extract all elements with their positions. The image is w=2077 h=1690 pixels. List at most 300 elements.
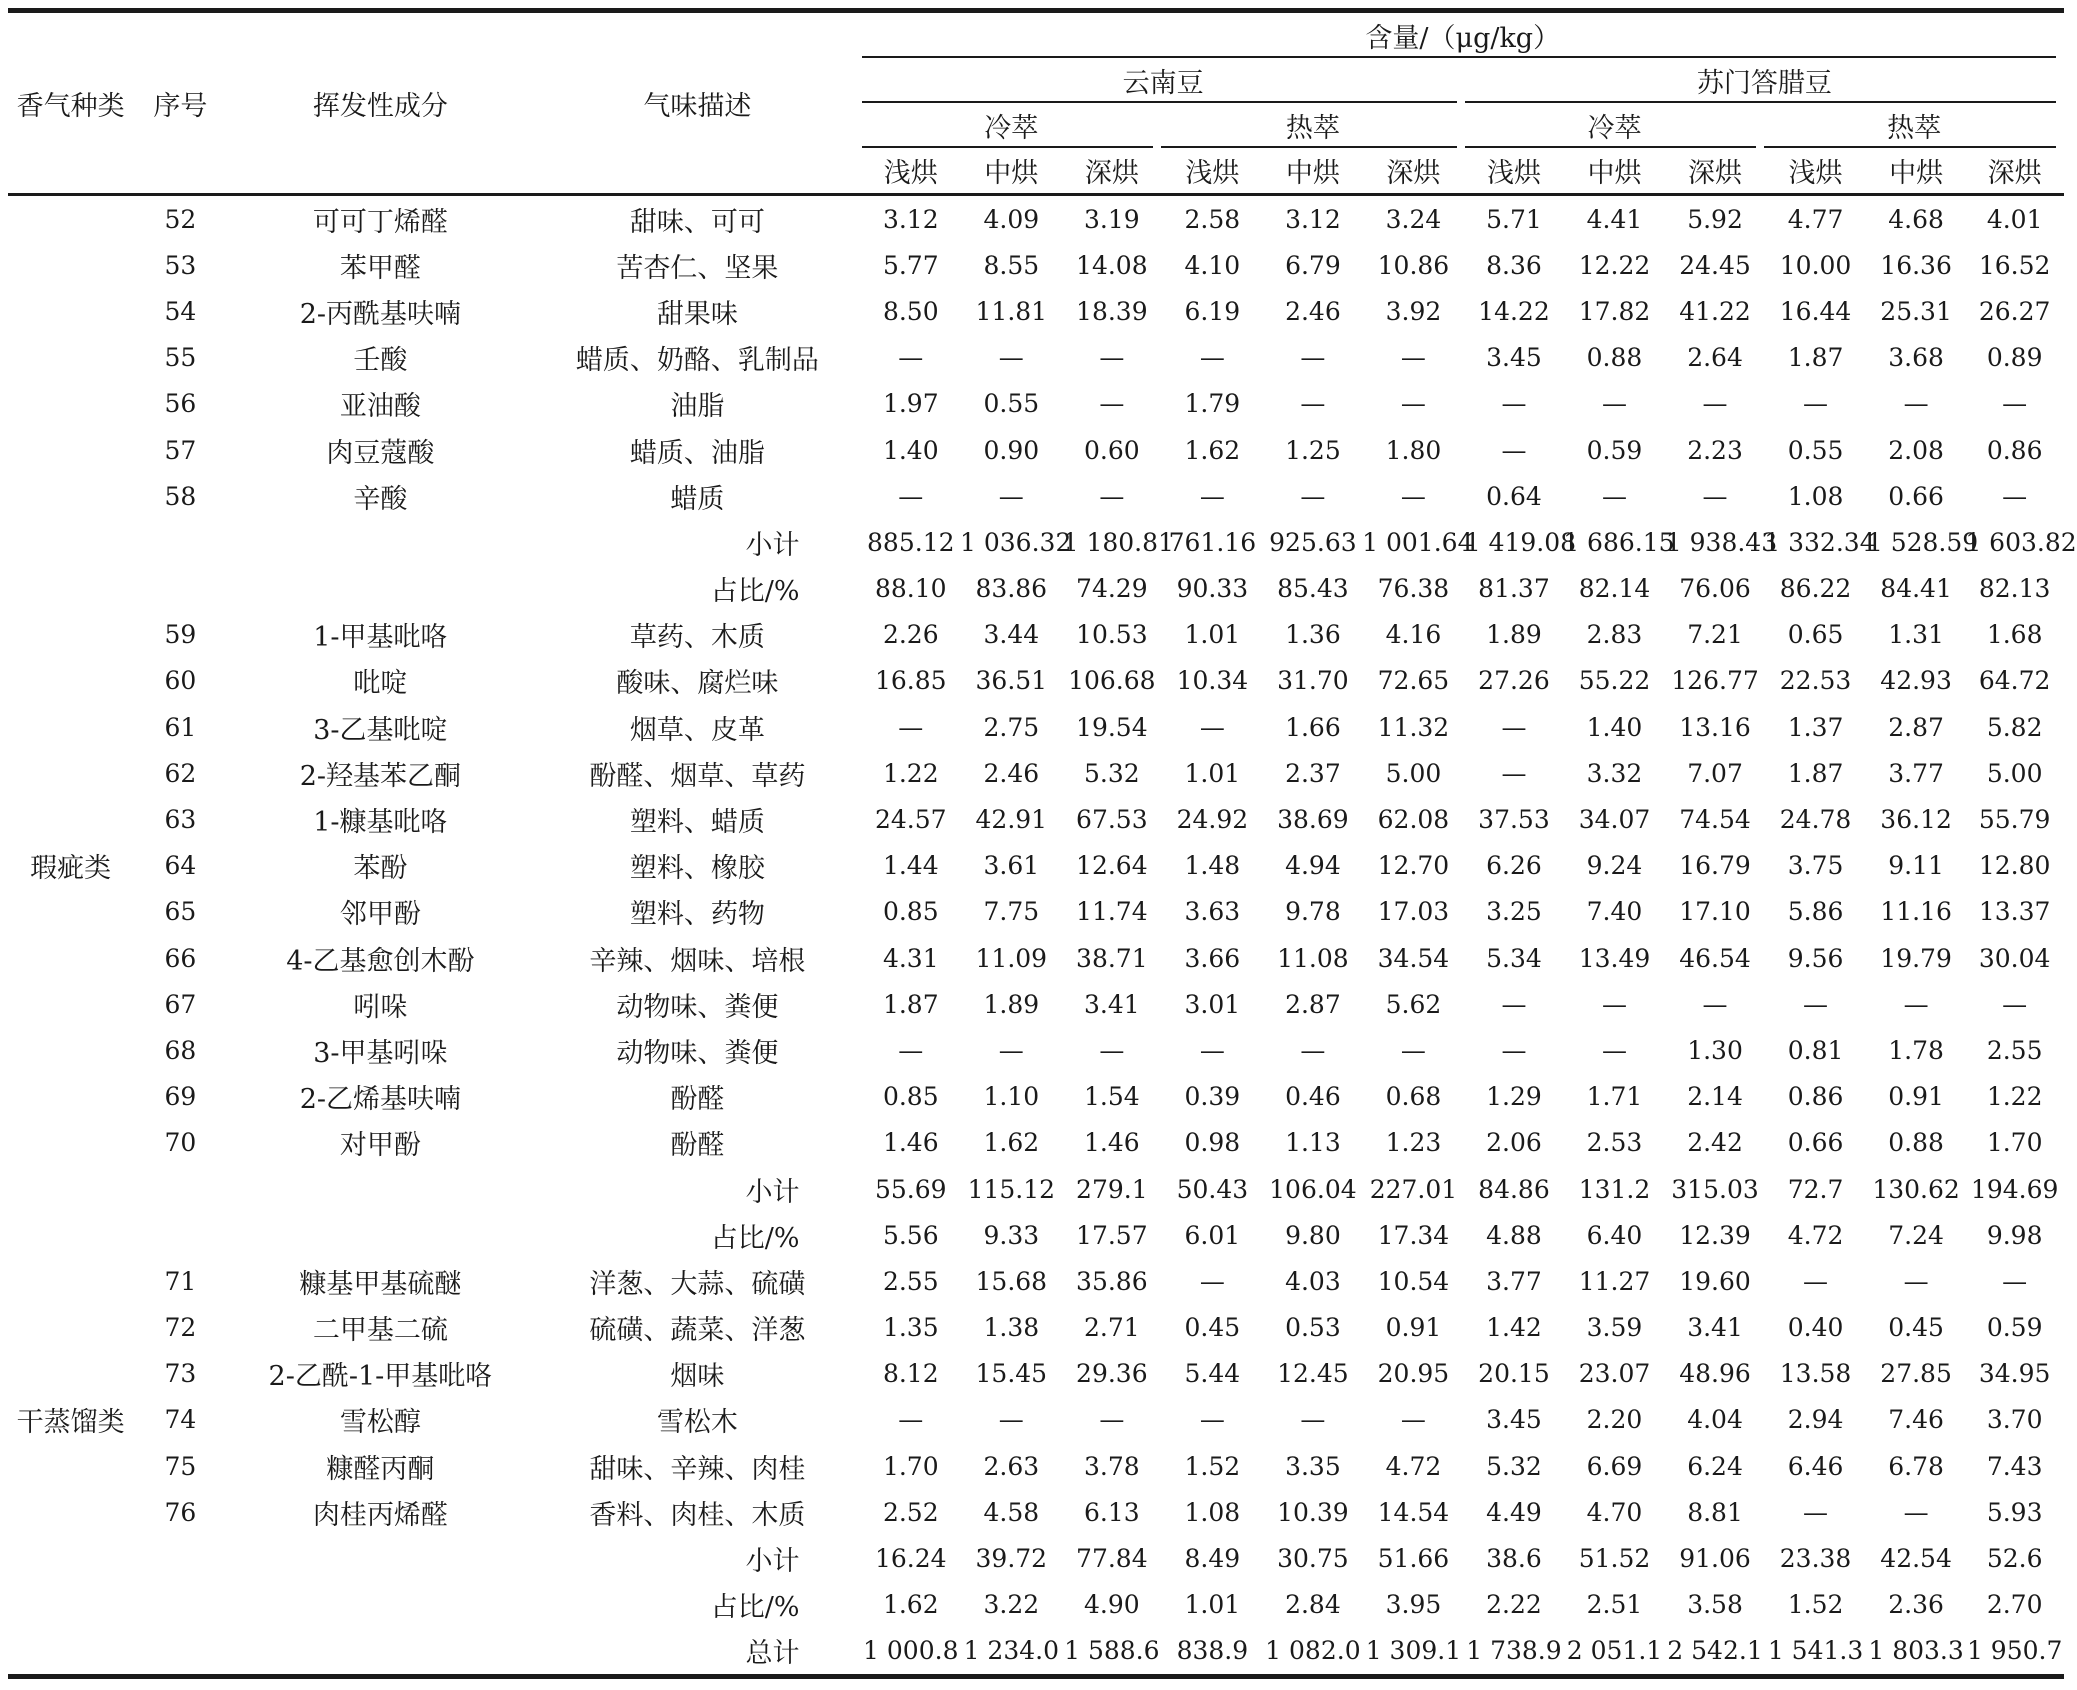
value-cell: 4.88	[1486, 1220, 1542, 1250]
value-cell: 14.54	[1377, 1497, 1450, 1527]
value-cell: 1 234.0	[963, 1636, 1060, 1666]
value-cell: —	[898, 343, 924, 373]
summary-label: 小计	[745, 1546, 800, 1578]
compound-cell: 2-羟基苯乙酮	[299, 760, 462, 792]
value-cell: 17.03	[1377, 897, 1450, 927]
header-roast: 浅烘	[1788, 158, 1843, 189]
value-cell: 5.56	[882, 1220, 939, 1250]
value-cell: 31.70	[1277, 666, 1349, 696]
value-cell: 2.26	[882, 620, 939, 650]
value-cell: 5.77	[882, 250, 939, 280]
seq-cell: 67	[164, 989, 197, 1019]
value-cell: 1.62	[1184, 435, 1241, 465]
value-cell: —	[1803, 1497, 1829, 1527]
summary-row	[8, 1212, 2064, 1258]
value-cell: 24.92	[1176, 805, 1249, 835]
value-cell: —	[1199, 712, 1225, 742]
odor-cell: 甜味、可可	[629, 206, 765, 238]
value-cell: 0.66	[1888, 481, 1944, 511]
value-cell: 27.26	[1478, 666, 1550, 696]
value-cell: 11.09	[975, 943, 1048, 973]
table-row	[8, 1305, 2064, 1351]
seq-cell: 74	[164, 1405, 197, 1435]
category-cell	[8, 1258, 133, 1304]
value-cell: 4.77	[1787, 204, 1844, 234]
value-cell: 8.49	[1184, 1544, 1241, 1574]
value-cell: 9.33	[983, 1220, 1040, 1250]
value-cell: 10.53	[1076, 620, 1148, 650]
value-cell: 1.22	[882, 758, 939, 788]
value-cell: —	[1803, 1266, 1829, 1296]
odor-cell: 塑料、药物	[629, 899, 765, 931]
value-cell: 4.49	[1486, 1497, 1542, 1527]
value-cell: 39.72	[975, 1544, 1048, 1574]
value-cell: 2 051.1	[1566, 1636, 1663, 1666]
compound-cell: 辛酸	[353, 483, 408, 515]
value-cell: 23.07	[1578, 1359, 1651, 1389]
value-cell: 48.96	[1679, 1359, 1751, 1389]
odor-cell: 烟草、皮革	[629, 714, 765, 746]
value-cell: 3.01	[1184, 989, 1241, 1019]
value-cell: 1.97	[882, 389, 939, 419]
value-cell: 1.87	[1787, 343, 1844, 373]
value-cell: 3.66	[1184, 943, 1241, 973]
value-cell: —	[1300, 1405, 1326, 1435]
value-cell: 3.25	[1486, 897, 1542, 927]
table-header	[8, 11, 2064, 195]
value-cell: 1.71	[1586, 1082, 1643, 1112]
value-cell: 8.12	[882, 1359, 939, 1389]
value-cell: 17.10	[1679, 897, 1751, 927]
value-cell: 4.03	[1285, 1266, 1341, 1296]
summary-row	[8, 1582, 2064, 1628]
header-roast: 中烘	[1889, 158, 1944, 189]
value-cell: 5.62	[1385, 989, 1442, 1019]
seq-cell: 66	[164, 943, 197, 973]
value-cell: 90.33	[1176, 574, 1249, 604]
compound-cell: 可可丁烯醛	[312, 206, 448, 238]
value-cell: 0.68	[1385, 1082, 1442, 1112]
value-cell: 0.88	[1586, 343, 1643, 373]
value-cell: 1 950.7	[1966, 1636, 2063, 1666]
value-cell: 38.71	[1076, 943, 1148, 973]
value-cell: 0.98	[1184, 1128, 1241, 1158]
value-cell: 1.42	[1486, 1313, 1542, 1343]
seq-cell: 72	[164, 1313, 197, 1343]
value-cell: 37.53	[1478, 805, 1550, 835]
value-cell: 13.58	[1779, 1359, 1852, 1389]
value-cell: 5.00	[1986, 758, 2043, 788]
value-cell: —	[1300, 389, 1326, 419]
value-cell: —	[1501, 989, 1527, 1019]
value-cell: 0.45	[1184, 1313, 1241, 1343]
value-cell: 3.44	[983, 620, 1040, 650]
seq-cell: 68	[164, 1035, 197, 1065]
value-cell: 1 588.6	[1064, 1636, 1160, 1666]
seq-cell: 59	[164, 620, 197, 650]
category-cell	[8, 1120, 133, 1166]
value-cell: 38.69	[1277, 805, 1349, 835]
seq-cell: 52	[164, 204, 197, 234]
value-cell: 1.25	[1285, 435, 1341, 465]
value-cell: 14.22	[1478, 296, 1550, 326]
value-cell: 6.78	[1888, 1451, 1944, 1481]
value-cell: 2.94	[1787, 1405, 1844, 1435]
value-cell: 1.40	[1586, 712, 1643, 742]
category-cell	[8, 473, 133, 519]
value-cell: 74.29	[1076, 574, 1148, 604]
value-cell: 0.89	[1986, 343, 2043, 373]
table-row	[8, 381, 2064, 427]
value-cell: 0.91	[1888, 1082, 1944, 1112]
value-cell: 3.35	[1285, 1451, 1341, 1481]
value-cell: 5.92	[1687, 204, 1743, 234]
header-content: 含量/（μg/kg）	[862, 11, 2064, 59]
value-cell: 3.77	[1486, 1266, 1542, 1296]
value-cell: 3.12	[1285, 204, 1341, 234]
summary-label: 总计	[745, 1638, 800, 1670]
header-roast: 中烘	[984, 158, 1039, 189]
value-cell: 26.27	[1978, 296, 2051, 326]
odor-cell: 辛辣、烟味、培根	[589, 945, 806, 977]
table-row	[8, 1351, 2064, 1397]
value-cell: —	[1803, 989, 1829, 1019]
value-cell: 1 419.08	[1464, 527, 1577, 557]
value-cell: 10.86	[1377, 250, 1450, 280]
value-cell: 6.26	[1486, 851, 1542, 881]
value-cell: 4.58	[983, 1497, 1040, 1527]
value-cell: —	[1199, 481, 1225, 511]
value-cell: 3.61	[983, 851, 1040, 881]
value-cell: 9.24	[1586, 851, 1643, 881]
value-cell: 2.20	[1586, 1405, 1643, 1435]
category-cell	[8, 288, 133, 334]
value-cell: —	[1400, 1405, 1426, 1435]
value-cell: 0.85	[882, 897, 939, 927]
header-roast: 深烘	[1987, 158, 2042, 189]
value-cell: 16.36	[1880, 250, 1952, 280]
category-label: 干蒸馏类	[16, 1407, 125, 1439]
seq-cell: 57	[164, 435, 197, 465]
value-cell: 1 309.1	[1365, 1636, 1462, 1666]
category-cell	[8, 1305, 133, 1351]
value-cell: 2.55	[1986, 1035, 2043, 1065]
seq-cell: 64	[164, 851, 197, 881]
value-cell: 11.74	[1076, 897, 1148, 927]
value-cell: 1.23	[1385, 1128, 1442, 1158]
value-cell: 1 528.59	[1866, 527, 1979, 557]
value-cell: —	[1099, 1035, 1125, 1065]
value-cell: 11.81	[975, 296, 1048, 326]
value-cell: —	[1300, 1035, 1326, 1065]
value-cell: 2.52	[882, 1497, 939, 1527]
category-cell	[8, 658, 133, 704]
value-cell: 0.39	[1184, 1082, 1241, 1112]
seq-cell: 62	[164, 758, 197, 788]
odor-cell: 动物味、粪便	[616, 1037, 779, 1069]
category-cell	[8, 612, 133, 658]
table-container	[8, 8, 2077, 1679]
value-cell: 25.31	[1880, 296, 1952, 326]
value-cell: 1 001.64	[1362, 527, 1474, 557]
value-cell: 34.95	[1978, 1359, 2051, 1389]
value-cell: —	[998, 343, 1024, 373]
value-cell: 4.41	[1586, 204, 1643, 234]
seq-cell: 70	[164, 1128, 197, 1158]
value-cell: 10.54	[1377, 1266, 1450, 1296]
value-cell: 51.52	[1578, 1544, 1651, 1574]
value-cell: 7.43	[1986, 1451, 2043, 1481]
value-cell: —	[1501, 1035, 1527, 1065]
value-cell: —	[1501, 712, 1527, 742]
value-cell: 1.80	[1385, 435, 1442, 465]
value-cell: 1.40	[882, 435, 939, 465]
value-cell: 4.90	[1084, 1590, 1140, 1620]
summary-label: 小计	[745, 1176, 800, 1208]
value-cell: 1.38	[983, 1313, 1040, 1343]
value-cell: 1 603.82	[1965, 527, 2077, 557]
value-cell: 2.46	[983, 758, 1040, 788]
value-cell: 3.92	[1385, 296, 1442, 326]
value-cell: 106.68	[1068, 666, 1156, 696]
value-cell: 3.78	[1084, 1451, 1140, 1481]
value-cell: 27.85	[1880, 1359, 1952, 1389]
value-cell: —	[1702, 389, 1728, 419]
table-row	[8, 473, 2064, 519]
value-cell: 3.68	[1888, 343, 1944, 373]
value-cell: 10.34	[1176, 666, 1249, 696]
value-cell: 3.45	[1486, 1405, 1542, 1435]
compound-cell: 邻甲酚	[339, 899, 421, 931]
value-cell: 10.39	[1277, 1497, 1349, 1527]
value-cell: —	[898, 712, 924, 742]
value-cell: —	[1501, 389, 1527, 419]
value-cell: 1.30	[1687, 1035, 1743, 1065]
header-seq: 序号	[153, 90, 208, 122]
value-cell: 2.42	[1687, 1128, 1743, 1158]
value-cell: 4.16	[1385, 620, 1442, 650]
value-cell: 4.04	[1687, 1405, 1743, 1435]
value-cell: 18.39	[1076, 296, 1148, 326]
value-cell: 1.79	[1184, 389, 1241, 419]
value-cell: 1.46	[1084, 1128, 1140, 1158]
value-cell: 38.6	[1486, 1544, 1542, 1574]
compound-cell: 2-丙酰基呋喃	[299, 298, 462, 330]
table-row	[8, 1489, 2064, 1535]
value-cell: 3.70	[1986, 1405, 2043, 1435]
value-cell: 3.58	[1687, 1590, 1743, 1620]
seq-cell: 53	[164, 250, 197, 280]
odor-cell: 香料、肉桂、木质	[589, 1499, 806, 1531]
value-cell: 1.08	[1787, 481, 1844, 511]
header-compound: 挥发性成分	[312, 90, 448, 122]
seq-cell: 75	[164, 1451, 197, 1481]
value-cell: 5.71	[1486, 204, 1542, 234]
value-cell: 1 332.34	[1764, 527, 1876, 557]
value-cell: 24.45	[1679, 250, 1751, 280]
value-cell: 3.24	[1385, 204, 1442, 234]
value-cell: 1 738.9	[1466, 1636, 1562, 1666]
value-cell: 1 180.81	[1062, 527, 1174, 557]
compound-cell: 亚油酸	[339, 391, 421, 423]
summary-row	[8, 1535, 2064, 1581]
value-cell: 1.48	[1184, 851, 1241, 881]
value-cell: 4.72	[1385, 1451, 1442, 1481]
category-cell	[8, 1212, 133, 1258]
value-cell: —	[1400, 1035, 1426, 1065]
value-cell: 17.82	[1578, 296, 1651, 326]
value-cell: 1.54	[1084, 1082, 1140, 1112]
value-cell: 2.71	[1084, 1313, 1140, 1343]
value-cell: 1.44	[882, 851, 939, 881]
value-cell: —	[1400, 343, 1426, 373]
value-cell: 2.22	[1486, 1590, 1542, 1620]
seq-cell: 65	[164, 897, 197, 927]
compound-cell: 吡啶	[353, 668, 408, 700]
value-cell: 1.01	[1184, 758, 1241, 788]
value-cell: 19.54	[1076, 712, 1148, 742]
category-cell	[8, 1074, 133, 1120]
header-origin-sumatra: 苏门答腊豆	[1465, 58, 2064, 103]
category-cell	[8, 566, 133, 612]
value-cell: 16.85	[874, 666, 947, 696]
compound-cell: 2-乙酰-1-甲基吡咯	[268, 1361, 493, 1393]
value-cell: 1 938.43	[1665, 527, 1778, 557]
summary-row	[8, 519, 2064, 565]
value-cell: 30.75	[1277, 1544, 1349, 1574]
odor-cell: 塑料、蜡质	[629, 807, 765, 839]
value-cell: 4.01	[1986, 204, 2043, 234]
value-cell: 8.50	[882, 296, 939, 326]
value-cell: —	[1601, 481, 1627, 511]
value-cell: 6.79	[1285, 250, 1341, 280]
compound-cell: 1-糠基吡咯	[313, 807, 448, 839]
value-cell: 4.70	[1586, 1497, 1643, 1527]
value-cell: 4.10	[1184, 250, 1241, 280]
value-cell: 52.6	[1986, 1544, 2043, 1574]
value-cell: 5.93	[1986, 1497, 2043, 1527]
odor-cell: 蜡质	[670, 483, 725, 515]
value-cell: 194.69	[1970, 1174, 2059, 1204]
odor-cell: 塑料、橡胶	[629, 853, 765, 885]
header-roast: 中烘	[1587, 158, 1642, 189]
value-cell: —	[1903, 1266, 1929, 1296]
value-cell: 16.79	[1679, 851, 1751, 881]
value-cell: 19.79	[1880, 943, 1952, 973]
value-cell: 8.36	[1486, 250, 1542, 280]
value-cell: 35.86	[1076, 1266, 1148, 1296]
compound-cell: 3-甲基吲哚	[313, 1037, 448, 1069]
value-cell: 9.56	[1787, 943, 1844, 973]
category-cell	[8, 1443, 133, 1489]
value-cell: 6.46	[1787, 1451, 1844, 1481]
header-method: 热萃	[1161, 103, 1465, 148]
compound-cell: 3-乙基吡啶	[313, 714, 448, 746]
value-cell: —	[1400, 481, 1426, 511]
value-cell: 14.08	[1076, 250, 1148, 280]
value-cell: 22.53	[1779, 666, 1852, 696]
value-cell: 1.10	[983, 1082, 1040, 1112]
value-cell: 6.40	[1586, 1220, 1643, 1250]
value-cell: 7.24	[1888, 1220, 1944, 1250]
value-cell: —	[1501, 435, 1527, 465]
value-cell: 1.62	[983, 1128, 1040, 1158]
value-cell: 6.69	[1586, 1451, 1643, 1481]
compound-cell: 对甲酚	[339, 1130, 421, 1162]
value-cell: 10.00	[1779, 250, 1852, 280]
value-cell: 2.70	[1986, 1590, 2043, 1620]
volatile-compounds-table	[8, 8, 2077, 1679]
compound-cell: 壬酸	[353, 345, 408, 377]
compound-cell: 糠醛丙酮	[326, 1453, 435, 1485]
value-cell: 761.16	[1168, 527, 1257, 557]
table-row	[8, 981, 2064, 1027]
value-cell: 12.80	[1978, 851, 2051, 881]
value-cell: 1.29	[1486, 1082, 1542, 1112]
table-body	[8, 195, 2077, 1677]
value-cell: —	[2002, 1266, 2028, 1296]
compound-cell: 苯甲醛	[339, 252, 421, 284]
value-cell: 5.00	[1385, 758, 1442, 788]
compound-cell: 肉桂丙烯醛	[312, 1499, 448, 1531]
value-cell: 8.81	[1687, 1497, 1743, 1527]
value-cell: 19.60	[1679, 1266, 1751, 1296]
value-cell: 41.22	[1679, 296, 1751, 326]
value-cell: 16.44	[1779, 296, 1852, 326]
value-cell: 227.01	[1369, 1174, 1458, 1204]
value-cell: 0.45	[1888, 1313, 1944, 1343]
odor-cell: 油脂	[670, 391, 725, 423]
value-cell: 64.72	[1978, 666, 2051, 696]
compound-cell: 二甲基二硫	[312, 1315, 448, 1347]
header-roast: 浅烘	[1185, 158, 1240, 189]
value-cell: 1.13	[1285, 1128, 1341, 1158]
value-cell: 279.1	[1076, 1174, 1148, 1204]
value-cell: —	[1601, 1035, 1627, 1065]
value-cell: 12.39	[1679, 1220, 1751, 1250]
category-cell	[8, 1489, 133, 1535]
category-cell	[8, 195, 133, 243]
value-cell: 16.52	[1978, 250, 2051, 280]
value-cell: 126.77	[1671, 666, 1759, 696]
value-cell: 24.57	[874, 805, 947, 835]
value-cell: —	[1099, 389, 1125, 419]
odor-cell: 动物味、粪便	[616, 991, 779, 1023]
table-row	[8, 750, 2064, 796]
value-cell: 8.55	[983, 250, 1040, 280]
compound-cell: 1-甲基吡咯	[313, 622, 448, 654]
category-cell	[8, 242, 133, 288]
value-cell: 3.95	[1385, 1590, 1442, 1620]
value-cell: 62.08	[1377, 805, 1450, 835]
value-cell: 1 686.15	[1563, 527, 1675, 557]
value-cell: 1.37	[1787, 712, 1844, 742]
value-cell: —	[1099, 343, 1125, 373]
value-cell: 1.22	[1986, 1082, 2043, 1112]
value-cell: —	[1903, 389, 1929, 419]
value-cell: —	[1300, 481, 1326, 511]
odor-cell: 甜味、辛辣、肉桂	[589, 1453, 806, 1485]
value-cell: 0.40	[1787, 1313, 1844, 1343]
value-cell: 2.75	[983, 712, 1040, 742]
value-cell: 29.36	[1076, 1359, 1148, 1389]
value-cell: 12.70	[1377, 851, 1450, 881]
header-roast: 中烘	[1285, 158, 1340, 189]
value-cell: 12.22	[1578, 250, 1651, 280]
value-cell: 1 000.8	[863, 1636, 959, 1666]
value-cell: —	[998, 481, 1024, 511]
category-cell	[8, 381, 133, 427]
